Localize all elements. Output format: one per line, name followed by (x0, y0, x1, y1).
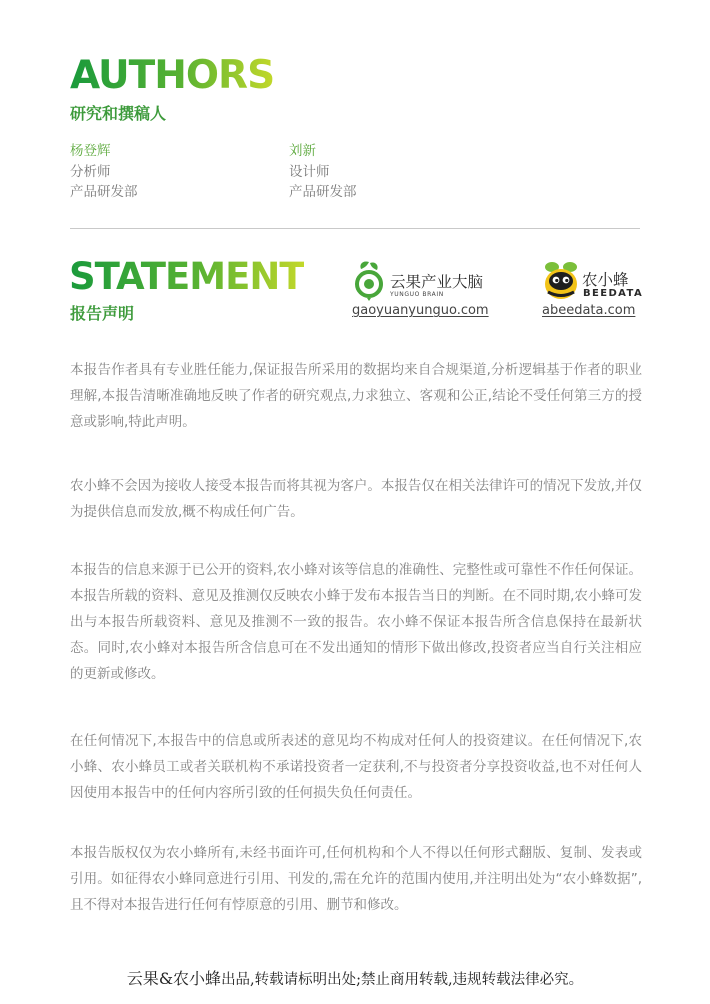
statement-paragraph: 农小蜂不会因为接收人接受本报告而将其视为客户。本报告仅在相关法律许可的情况下发放,并仅为提供信息而发放,概不构成任何广告。 (70, 478, 642, 520)
footer-notice (0, 966, 710, 989)
statement-paragraph: 本报告的信息来源于已公开的资料,农小蜂对该等信息的准确性、完整性或可靠性不作任何保证。本报告所载的资料、意见及推测仅反映农小蜂于发布本报告当日的判断。在不同时期,农小蜂可发出与本报告所载资料、意见及推测不一致的报告。农小蜂不保证本报告所含信息保持在最新状态。同时,农小蜂对本报告所含信息可在不发出通知的情形下做出修改,投资者应当自行关注相应的更新或修改。 (70, 562, 642, 682)
yunguo-leaf-icon (352, 259, 386, 301)
section-divider (70, 228, 640, 229)
yunguo-brain-logo (352, 259, 492, 323)
author-role: 设计师 (289, 163, 330, 180)
statement-subtitle: 报告声明 (70, 304, 135, 323)
authors-subtitle: 研究和撰稿人 (70, 104, 167, 123)
footer-text: 出品,转载请标明出处;禁止商用转载,违规转载法律必究。 (221, 972, 584, 988)
yunguo-url[interactable]: gaoyuanyunguo.com (352, 303, 489, 318)
author-name: 刘新 (289, 143, 316, 159)
beedata-brand-english: BEEDATA (583, 288, 644, 299)
beedata-brand-name: 农小蜂 (582, 271, 629, 289)
author-role: 分析师 (70, 163, 111, 180)
statement-paragraph: 本报告版权仅为农小蜂所有,未经书面许可,任何机构和个人不得以任何形式翻版、复制、发表或引用。如征得农小蜂同意进行引用、刊发的,需在允许的范围内使用,并注明出处为“农小蜂数据”,且不得对本报告进行任何有悖原意的引用、删节和修改。 (70, 845, 642, 913)
author-card (289, 141, 357, 203)
beedata-url[interactable]: abeedata.com (542, 303, 636, 318)
beedata-logo (542, 259, 644, 323)
yunguo-brand-name: 云果产业大脑 (390, 273, 484, 291)
author-name: 杨登辉 (70, 143, 111, 159)
author-department: 产品研发部 (70, 184, 138, 200)
statement-paragraph: 在任何情况下,本报告中的信息或所表述的意见均不构成对任何人的投资建议。在任何情况下,农小蜂、农小蜂员工或者关联机构不承诺投资者一定获利,不与投资者分享投资收益,也不对任何人因使用本报告中的任何内容所引致的任何损失负任何责任。 (70, 733, 642, 801)
authors-title: AUTHORS (70, 53, 275, 98)
bee-icon (542, 259, 580, 301)
statement-paragraph: 本报告作者具有专业胜任能力,保证报告所采用的数据均来自合规渠道,分析逻辑基于作者的职业理解,本报告清晰准确地反映了作者的研究观点,力求独立、客观和公正,结论不受任何第三方的授意或影响,特此声明。 (70, 362, 642, 430)
footer-brand: 云果&农小蜂 (126, 969, 222, 988)
author-department: 产品研发部 (289, 184, 357, 200)
author-card (70, 141, 138, 203)
yunguo-brand-english: YUNGUO BRAIN (390, 291, 444, 298)
statement-title: STATEMENT (69, 255, 304, 298)
